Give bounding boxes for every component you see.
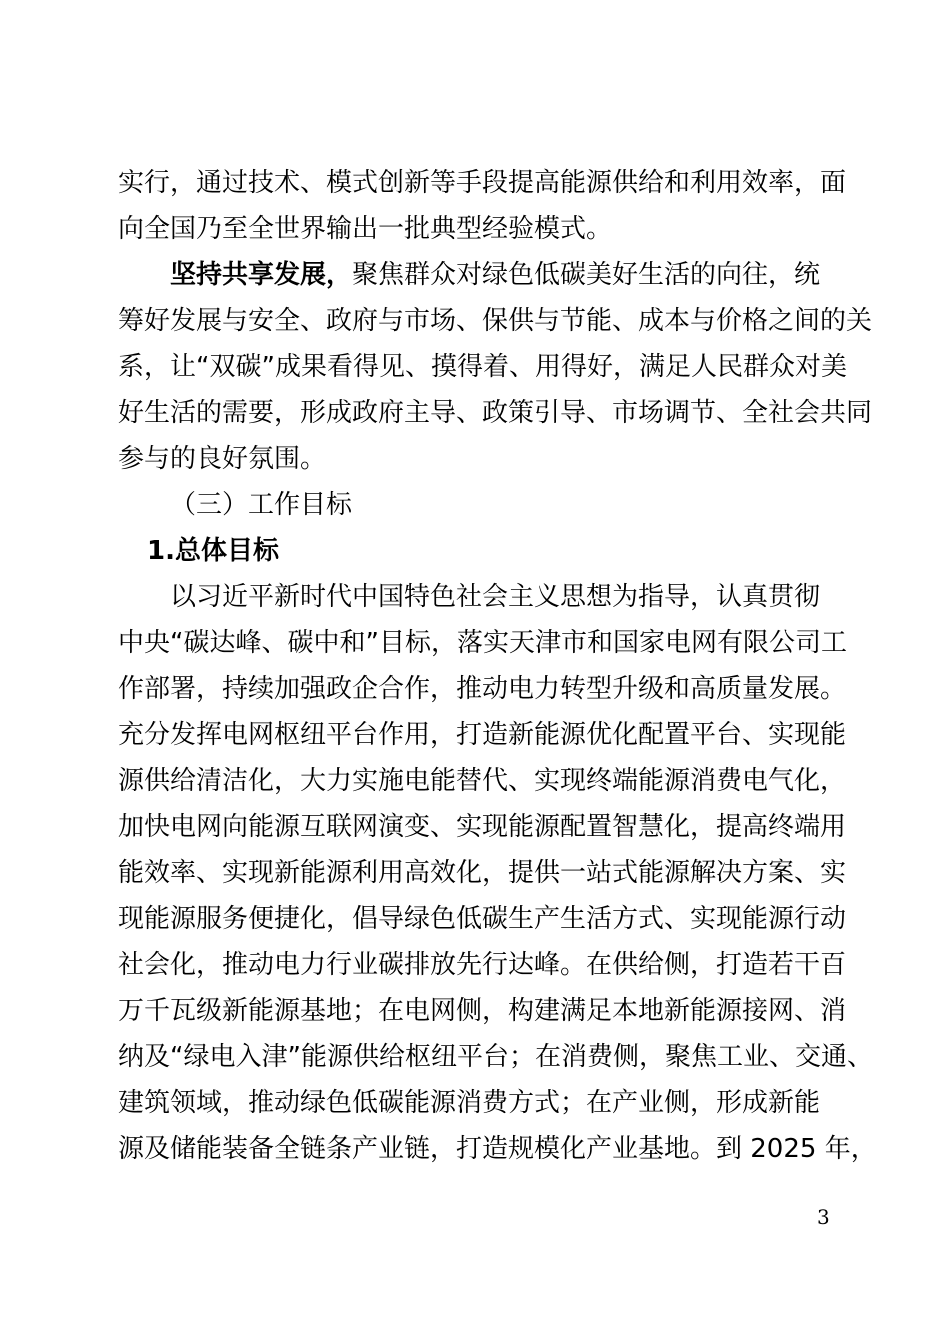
section-heading: （三）工作目标: [170, 490, 353, 520]
paragraph-line: 源及储能装备全链条产业链，打造规模化产业基地。到 2025 年，: [118, 1134, 877, 1164]
paragraph-line: 纳及“绿电入津”能源供给枢纽平台；在消费侧，聚焦工业、交通、: [118, 1042, 873, 1072]
paragraph-line: 加快电网向能源互联网演变、实现能源配置智慧化，提高终端用: [118, 812, 847, 842]
paragraph-line: 现能源服务便捷化，倡导绿色低碳生产生活方式、实现能源行动: [118, 904, 847, 934]
paragraph-line: 建筑领域，推动绿色低碳能源消费方式；在产业侧，形成新能: [118, 1088, 821, 1118]
paragraph-line: 系，让“双碳”成果看得见、摸得着、用得好，满足人民群众对美: [118, 352, 847, 382]
paragraph-line: 源供给清洁化，大力实施电能替代、实现终端能源消费电气化，: [118, 766, 847, 796]
paragraph-line: 作部署，持续加强政企合作，推动电力转型升级和高质量发展。: [118, 674, 847, 704]
paragraph-line: [170, 255, 820, 295]
paragraph-line: 好生活的需要，形成政府主导、政策引导、市场调节、全社会共同: [118, 398, 873, 428]
paragraph-line: 万千瓦级新能源基地；在电网侧，构建满足本地新能源接网、消: [118, 996, 847, 1026]
paragraph-text: 聚焦群众对绿色低碳美好生活的向往，统: [352, 260, 821, 290]
paragraph-line: 充分发挥电网枢纽平台作用，打造新能源优化配置平台、实现能: [118, 720, 847, 750]
paragraph-line: 中央“碳达峰、碳中和”目标，落实天津市和国家电网有限公司工: [118, 628, 847, 658]
paragraph-line: 参与的良好氛围。: [118, 444, 327, 474]
bold-lead-text: 坚持共享发展，: [170, 260, 353, 290]
paragraph-line: 社会化，推动电力行业碳排放先行达峰。在供给侧，打造若干百: [118, 950, 847, 980]
subheading: 1.总体目标: [147, 536, 279, 566]
paragraph-line: 以习近平新时代中国特色社会主义思想为指导，认真贯彻: [170, 582, 821, 612]
page-number: 3: [817, 1205, 830, 1229]
paragraph-line: 能效率、实现新能源利用高效化，提供一站式能源解决方案、实: [118, 858, 847, 888]
paragraph-line: 筹好发展与安全、政府与市场、保供与节能、成本与价格之间的关: [118, 306, 873, 336]
paragraph-line: 实行，通过技术、模式创新等手段提高能源供给和利用效率，面: [118, 168, 847, 198]
paragraph-line: 向全国乃至全世界输出一批典型经验模式。: [118, 214, 613, 244]
